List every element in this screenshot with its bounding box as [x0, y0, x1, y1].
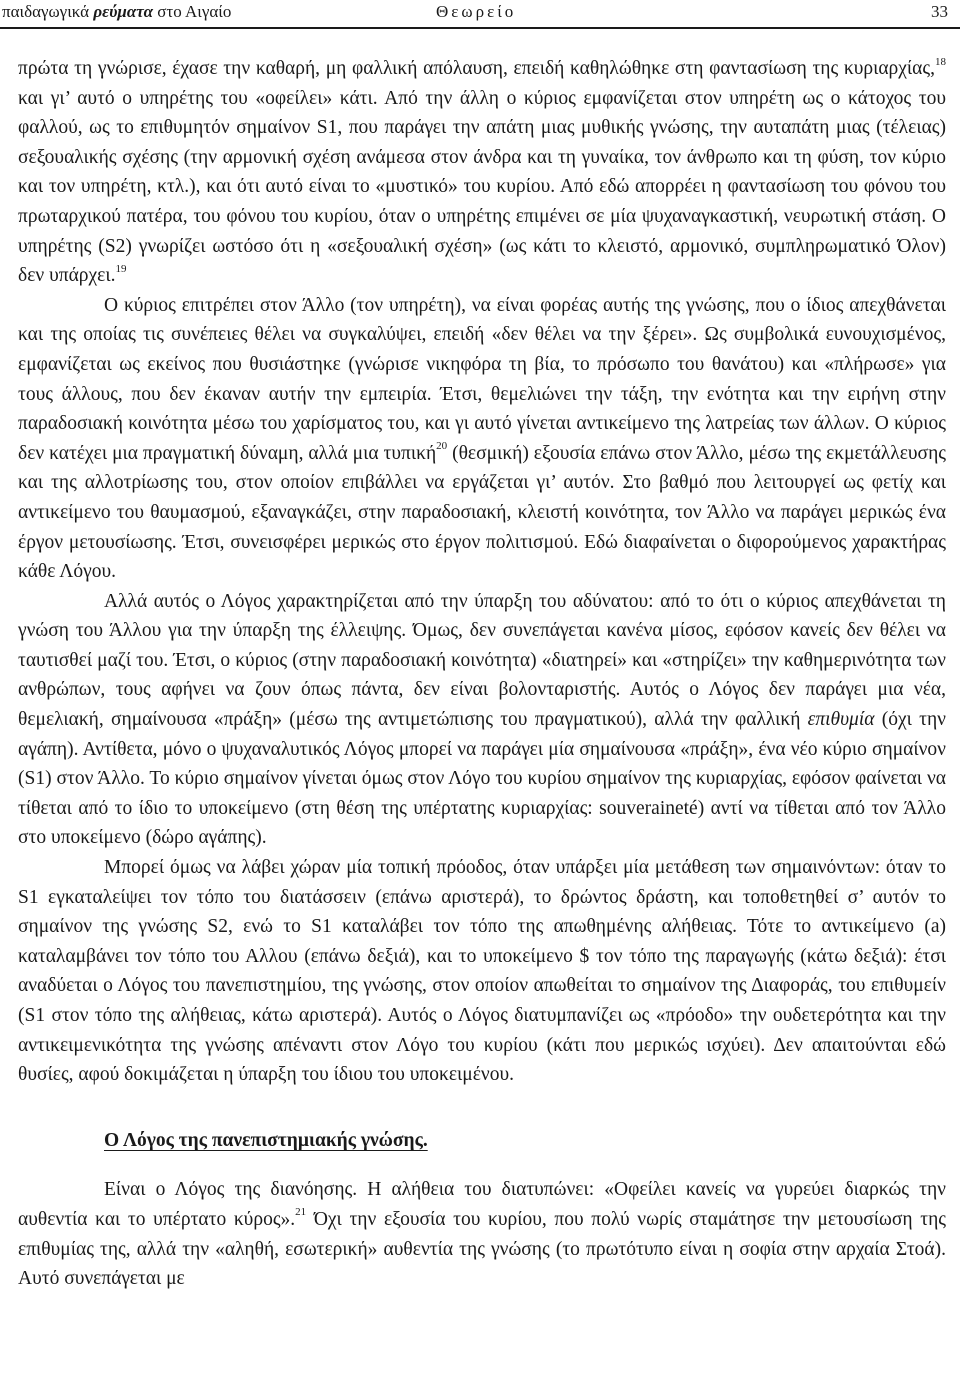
- text-run: Είναι ο Λόγος της διανόησης. Η αλήθεια του διατυπώνει: «Οφείλει κανείς να γυρεύει διαρκώς την αυθεντία και το υπέρτατο κύρος».: [18, 1179, 946, 1230]
- text-run: (όχι την αγάπη). Αντίθετα, μόνο ο ψυχαναλυτικός Λόγος μπορεί να παράγει μία σημαίνουσα «πράξη», ένα νέο κύριο σημαίνον (S1) στον Άλλο. Το κύριο σημαίνον γίνεται όμως στον Λόγο του κυρίου σημαίνον της κυριαρχίας, εφόσον φαίνεται να τίθεται από το ίδιο το υποκείμενο (στη θέση της υπέρτατης κυριαρχίας: souveraineté) αντί να τίθεται από τον Άλλο στο υποκείμενο (δώρο αγάπης).: [18, 709, 946, 849]
- text-run: Ο κύριος επιτρέπει στον Άλλο (τον υπηρέτη), να είναι φορέας αυτής της γνώσης, που ο ίδιος απεχθάνεται και της οποίας τις συνέπειες θέλει να συγκαλύψει, επειδή «δεν θέλει να την ξέρει». Ως συμβολικά ευνουχισμένος, εμφανίζεται ως εκείνος που θυσιάστηκε (γνώρισε νικηφόρα τη βία, το πρόσωπο του θανάτου) και «πλήρωσε» για τους άλλους, που δεν έκαναν αυτήν την εμπειρία. Έτσι, θεμελιώνει την τάξη, την ενότητα και την ειρήνη στην παραδοσιακή κοινότητα μέσω του χαρίσματος του, και γι αυτό γίνεται αντικείμενο της λατρείας των άλλων. Ο κύριος δεν κατέχει μια πραγματική δύναμη, αλλά μια τυπική: [18, 294, 946, 464]
- paragraph: [18, 54, 946, 291]
- journal-title-emphasis: ρεύματα: [93, 2, 153, 21]
- footnote-ref: 20: [436, 440, 448, 453]
- text-run: Αλλά αυτός ο Λόγος χαρακτηρίζεται από την ύπαρξη του αδύνατου: από το ότι ο κύριος απεχθάνεται τη γνώση του Άλλου για την ύπαρξη της έλλειψης. Όμως, δεν συνεπάγεται κανένα μίσος, εφόσον κανείς δεν θέλει να ταυτισθεί μαζί του. Έτσι, ο κύριος (στην παραδοσιακή κοινότητα) «διατηρεί» και «στηρίζει» την καθημερινότητα των ανθρώπων, τους αφήνει να ζουν όπως πάντα, δεν είναι βολονταριστής. Αυτός ο Λόγος δεν παράγει μια νέα, θεμελιακή, σημαίνουσα «πράξη» (μέσω της αντιμετώπισης του πραγματικού), αλλά την φαλλική: [18, 590, 946, 731]
- text-run: πρώτα τη γνώρισε, έχασε την καθαρή, μη φαλλική απόλαυση, επειδή καθηλώθηκε στη φαντασίωση της κυριαρχίας,: [18, 58, 935, 79]
- text-run: Μπορεί όμως να λάβει χώραν μία τοπική πρόοδος, όταν υπάρξει μία μετάθεση των σημαινόντων: όταν το S1 εγκαταλείψει τον τόπο του διατάσσειν (επάνω αριστερά), το δρώντος δράστη, και τοποθετηθεί σ’ αυτόν το σημαίνον της γνώσης S2, ενώ το S1 καταλάβει τον τόπο της απωθημένης αλήθειας. Τότε το αντικείμενο (a) καταλαμβάνει τον τόπο του Αλλου (επάνω δεξιά), και το υποκείμενο $ τον τόπο της παραγωγής (κάτω δεξιά): έτσι αναδύεται ο Λόγος του πανεπιστημίου, της γνώσης, στον οποίον απωθείται το σημαίνον της Διαφοράς, του επιθυμείν (S1 στον τόπο της αλήθειας, κάτω αριστερά). Αυτός ο Λόγος διατυμπανίζει ως «πρόοδο» την ουδετερότητα και την αντικειμενικότητα της γνώσης απέναντι στον Λόγο του κυρίου (κάτι που μερικώς ισχύει). Δεν απαιτούνται εδώ θυσίες, αφού δοκιμάζεται η ύπαρξη του ίδιου του υποκειμένου.: [18, 857, 946, 1086]
- header-rule: [0, 27, 960, 29]
- paragraph: [18, 291, 946, 587]
- article-body: [18, 54, 946, 1294]
- paragraph: [18, 853, 946, 1090]
- text-run: και γι’ αυτό ο υπηρέτης του «οφείλει» κάτι. Από την άλλη ο κύριος εμφανίζεται στον υπηρέτη ως ο κάτοχος του φαλλού, ως το επιθυμητόν σημαίνον S1, που παράγει την απάτη μιας μυθικής γνώσης, την αυταπάτη μιας (τέλειας) σεξουαλικής σχέσης (την αρμονική σχέση ανάμεσα στον άνδρα και τη γυναίκα, τον άνθρωπο και τη φύση, τον κύριο και τον υπηρέτη, κτλ.), και ότι αυτό είναι το «μυστικό» του κυρίου. Από εδώ απορρέει η φαντασίωση του φόνου του πρωταρχικού πατέρα, του φόνου του κυρίου, όταν ο υπηρέτης επιμένει σε μία ψυχαναγκαστική, νευρωτική στάση. Ο υπηρέτης (S2) γνωρίζει ωστόσο ότι η «σεξουαλική σχέση» (ως κάτι το κλειστό, αρμονικό, συμπληρωματικό Όλον) δεν υπάρχει.: [18, 87, 946, 287]
- footnote-ref: 18: [935, 55, 946, 68]
- running-header: [0, 0, 960, 30]
- footnote-ref: 21: [295, 1206, 307, 1219]
- section-heading: Ο Λόγος της πανεπιστημιακής γνώσης.: [104, 1129, 428, 1151]
- paragraph: [18, 587, 946, 853]
- text-run: (θεσμική) εξουσία επάνω στον Άλλο, μέσω της εκμετάλλευσης και της αλλοτρίωσης του, στον οποίον επιβάλλει να εργάζεται γι’ αυτόν. Στο βαθμό που λειτουργεί ως φετίχ και αντικείμενο του θαυμασμού, εξαναγκάζει, στην παραδοσιακή, κλειστή κοινότητα, τον Άλλο να παράγει μερικώς ένα έργον μετουσίωσης. Έτσι, συνεισφέρει μερικώς στο έργον πολιτισμού. Εδώ διαφαίνεται ο διφορούμενος χαρακτήρας κάθε Λόγου.: [18, 442, 946, 583]
- footnote-ref: 19: [115, 262, 127, 275]
- page-number: 33: [931, 2, 948, 21]
- paragraph: [18, 1175, 946, 1293]
- text-run: Όχι την εξουσία του κυρίου, που πολύ νωρίς σταμάτησε την μετουσίωση της επιθυμίας της, αλλά την «αληθή, εσωτερική» αυθεντία της γνώσης (το πρωτότυπο είναι η σοφία στην αρχαία Στοά). Αυτό συνεπάγεται με: [18, 1208, 946, 1290]
- journal-title: παιδαγωγικά ρεύματα στο Αιγαίο: [2, 2, 232, 21]
- emphasis: επιθυμία: [807, 709, 875, 731]
- section-name: Θεωρείο: [436, 2, 517, 21]
